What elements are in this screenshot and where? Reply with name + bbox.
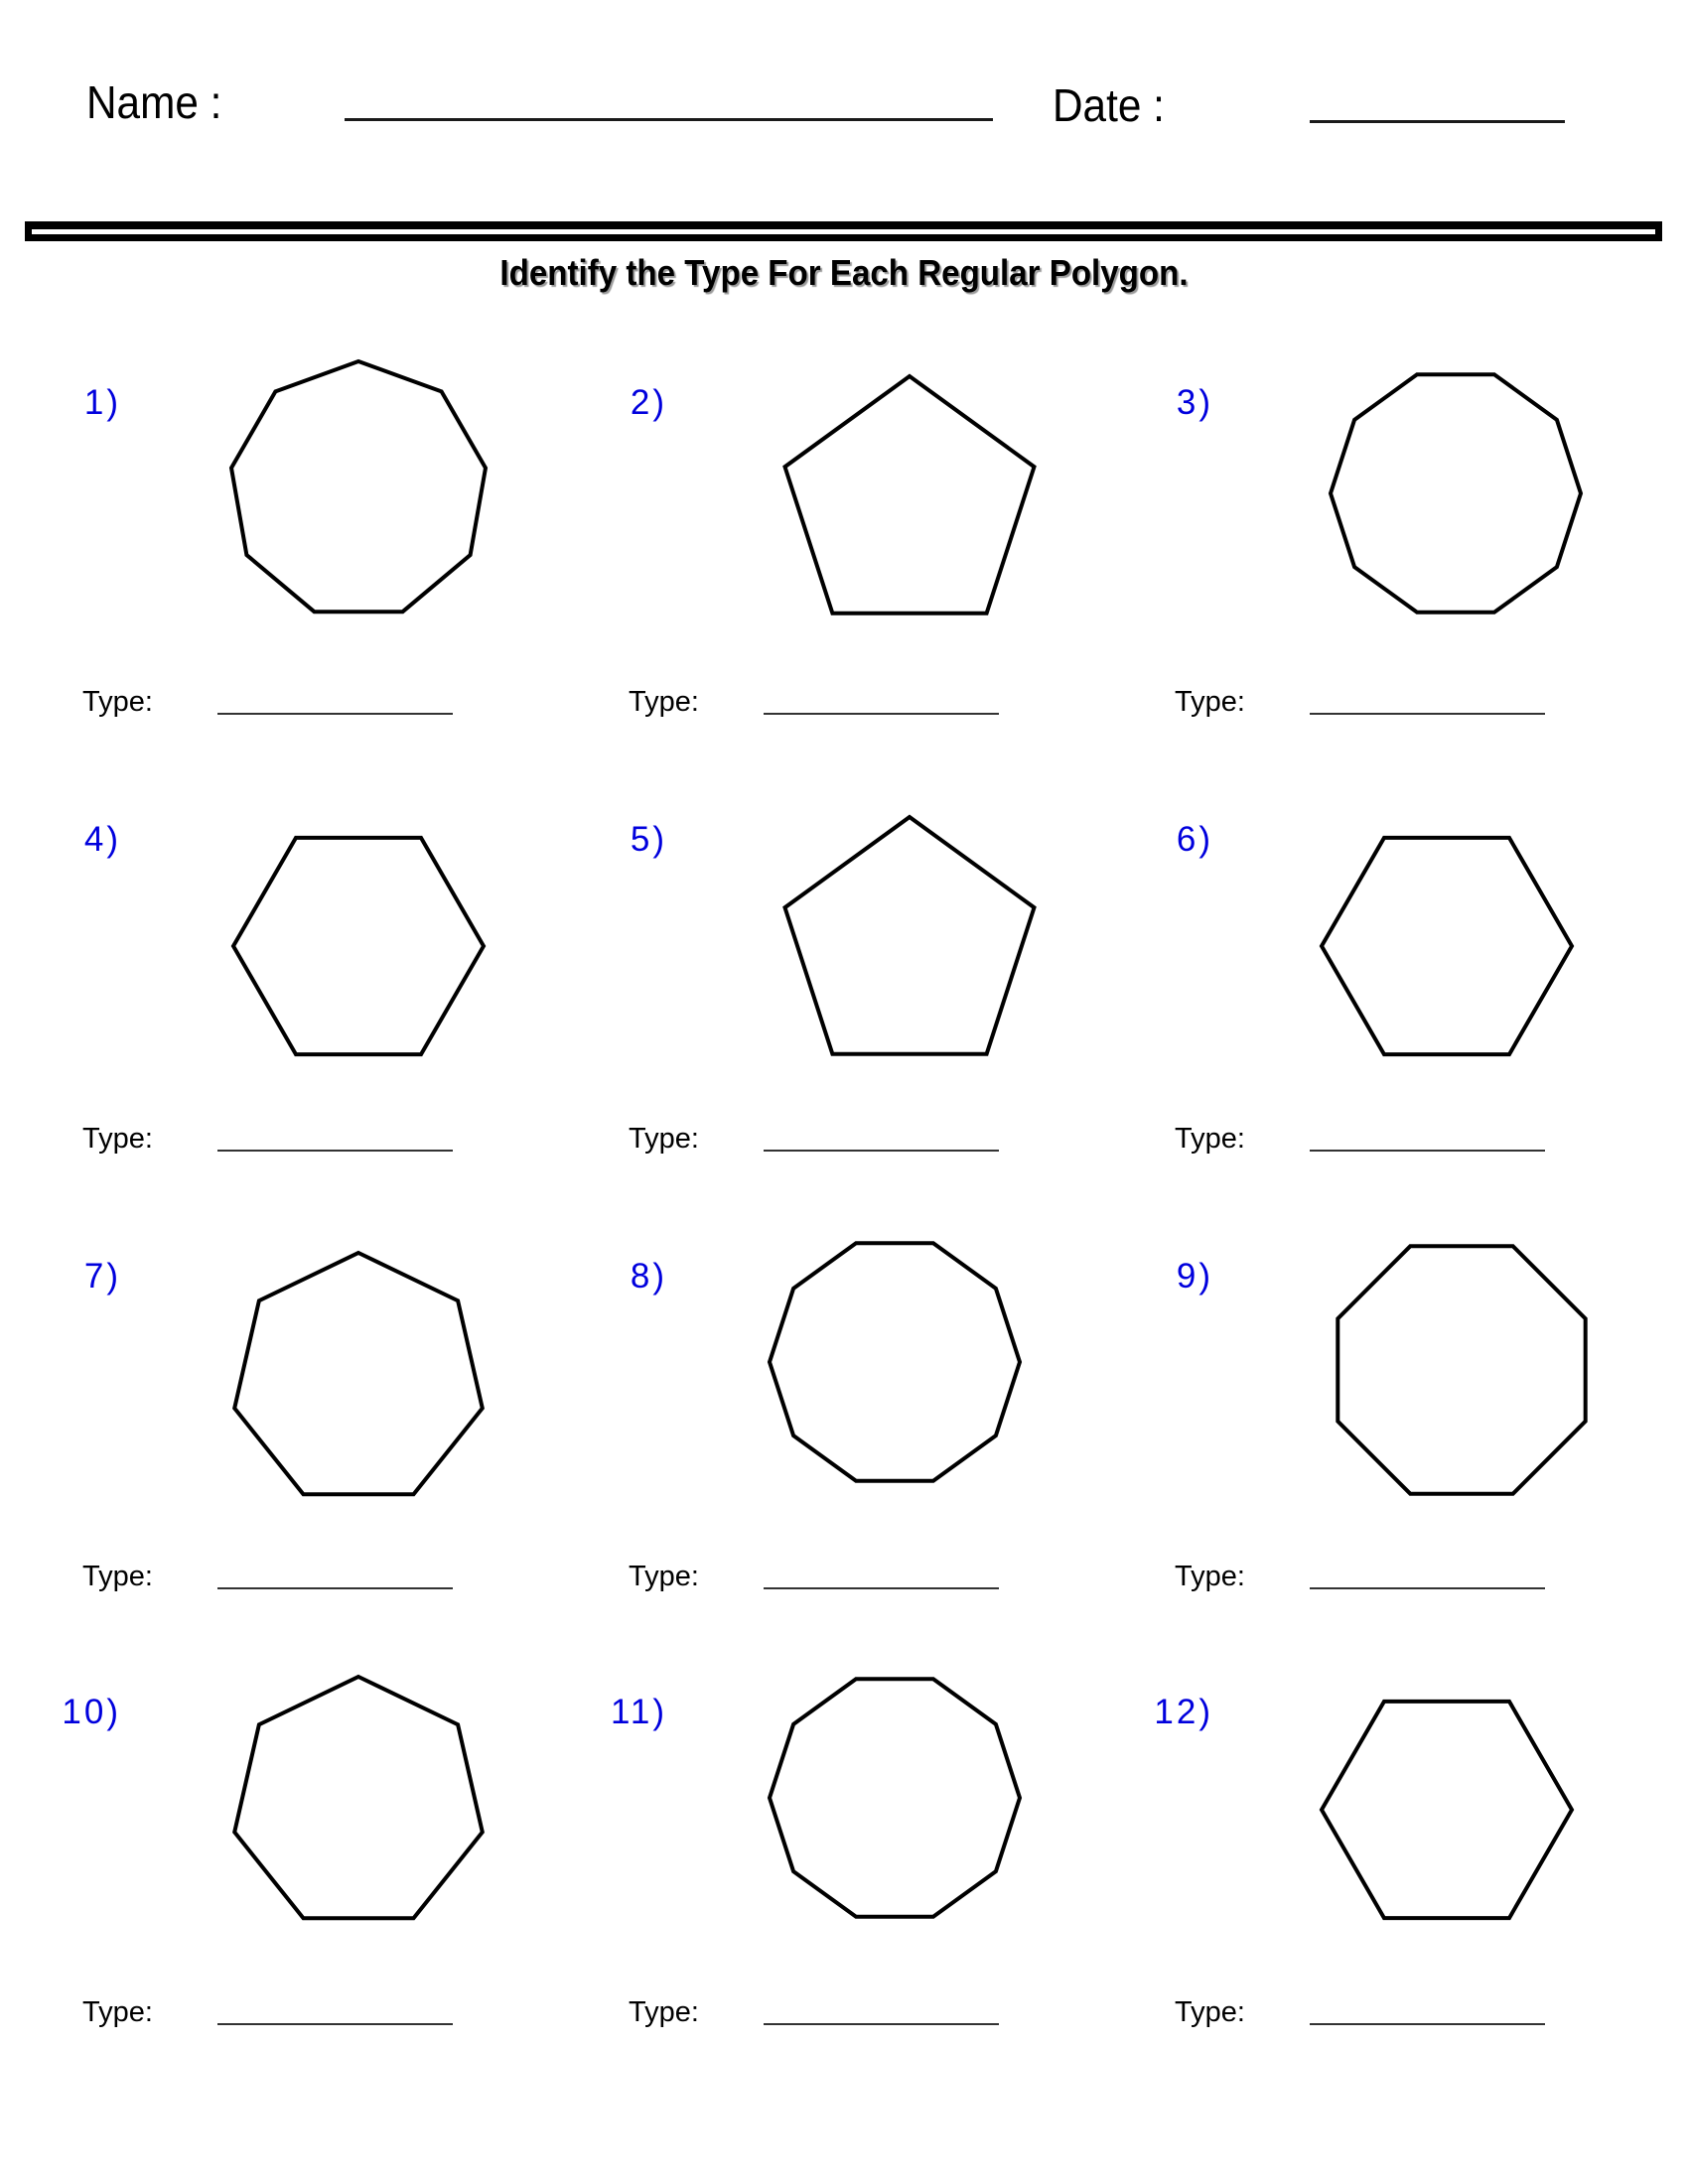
polygon-nonagon-figure bbox=[231, 361, 486, 612]
name-field-line[interactable] bbox=[345, 118, 993, 121]
problem-number: 10) bbox=[62, 1693, 121, 1731]
polygon-decagon-figure bbox=[770, 1243, 1020, 1481]
answer-label: Type: bbox=[629, 686, 699, 718]
answer-label: Type: bbox=[82, 1561, 153, 1592]
polygon-hexagon-figure bbox=[1322, 1702, 1572, 1918]
answer-line[interactable] bbox=[217, 2023, 453, 2025]
answer-label: Type: bbox=[1175, 1123, 1245, 1155]
problem-number: 4) bbox=[83, 820, 121, 859]
answer-label: Type: bbox=[82, 1123, 153, 1155]
polygon-hexagon-figure bbox=[233, 838, 484, 1054]
answer-line[interactable] bbox=[1310, 713, 1545, 715]
problem-number: 1) bbox=[83, 383, 121, 422]
answer-label: Type: bbox=[629, 1561, 699, 1592]
answer-line[interactable] bbox=[764, 713, 999, 715]
answer-label: Type: bbox=[1175, 1561, 1245, 1592]
answer-line[interactable] bbox=[1310, 2023, 1545, 2025]
problem-number: 3) bbox=[1176, 383, 1213, 422]
problem-number: 12) bbox=[1154, 1693, 1213, 1731]
answer-line[interactable] bbox=[217, 1587, 453, 1589]
answer-label: Type: bbox=[1175, 1996, 1245, 2028]
polygon-pentagon-figure bbox=[785, 376, 1035, 614]
polygon-heptagon-figure bbox=[234, 1253, 483, 1494]
name-label: Name : bbox=[86, 76, 222, 128]
polygon-hexagon-figure bbox=[1322, 838, 1572, 1054]
answer-label: Type: bbox=[82, 686, 153, 718]
problem-number: 7) bbox=[83, 1257, 121, 1296]
answer-line[interactable] bbox=[1310, 1587, 1545, 1589]
answer-line[interactable] bbox=[764, 1587, 999, 1589]
worksheet-title: Identify the Type For Each Regular Polygon. bbox=[499, 252, 1189, 293]
answer-label: Type: bbox=[629, 1996, 699, 2028]
answer-line[interactable] bbox=[764, 1150, 999, 1152]
polygon-decagon-figure bbox=[1331, 374, 1581, 613]
header-divider bbox=[25, 221, 1662, 241]
answer-line[interactable] bbox=[1310, 1150, 1545, 1152]
polygon-decagon-figure bbox=[770, 1679, 1020, 1917]
problem-number: 9) bbox=[1176, 1257, 1213, 1296]
problem-number: 5) bbox=[630, 820, 667, 859]
answer-line[interactable] bbox=[217, 1150, 453, 1152]
answer-label: Type: bbox=[629, 1123, 699, 1155]
polygon-pentagon-figure bbox=[785, 817, 1035, 1054]
problem-number: 2) bbox=[630, 383, 667, 422]
problem-number: 6) bbox=[1176, 820, 1213, 859]
problem-number: 8) bbox=[630, 1257, 667, 1296]
date-field-line[interactable] bbox=[1310, 120, 1565, 123]
answer-line[interactable] bbox=[217, 713, 453, 715]
answer-label: Type: bbox=[82, 1996, 153, 2028]
date-label: Date : bbox=[1053, 79, 1165, 131]
answer-line[interactable] bbox=[764, 2023, 999, 2025]
polygon-octagon-figure bbox=[1337, 1246, 1585, 1493]
answer-label: Type: bbox=[1175, 686, 1245, 718]
problem-number: 11) bbox=[611, 1693, 667, 1731]
polygon-heptagon-figure bbox=[234, 1677, 483, 1918]
